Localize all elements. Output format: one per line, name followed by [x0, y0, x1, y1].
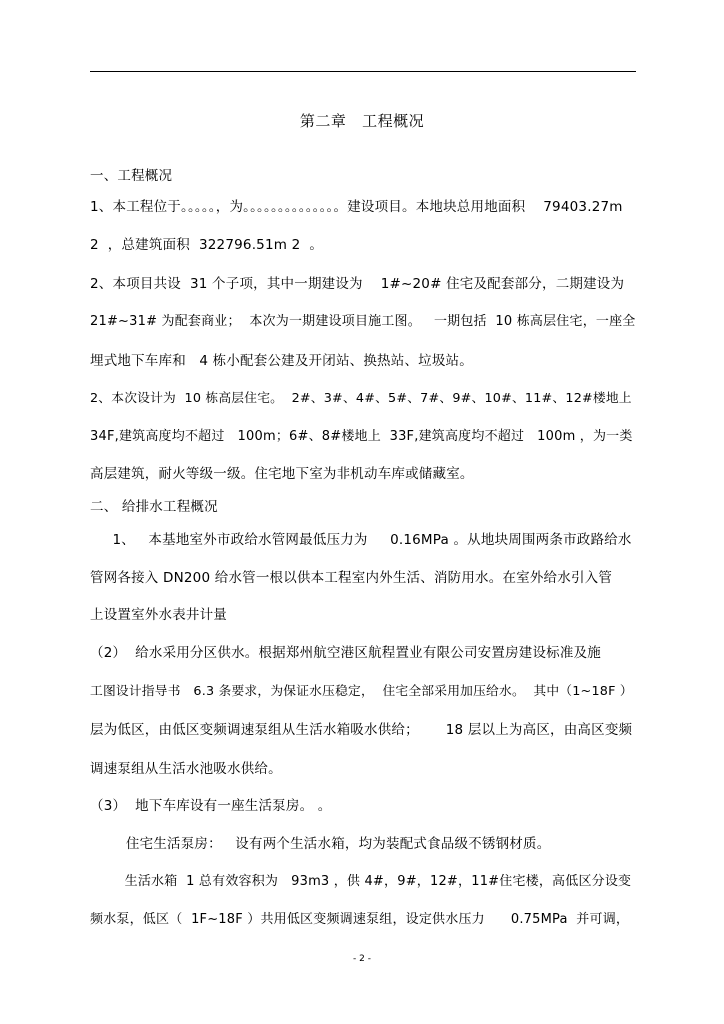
paragraph-line: 高层建筑，耐火等级一级。住宅地下室为非机动车库或储藏室。	[90, 466, 474, 482]
paragraph-line: 1、 本基地室外市政给水管网最低压力为 0.16MPa 。从地块周围两条市政路给水	[90, 532, 632, 548]
paragraph-line: （2） 给水采用分区供水。根据郑州航空港区航程置业有限公司安置房建设标准及施	[90, 645, 601, 661]
paragraph-line: 上设置室外水表井计量	[90, 607, 227, 623]
paragraph-line: 21#~31# 为配套商业； 本次为一期建设项目施工图。 一期包括 10 栋高层住宅，一座全	[90, 314, 636, 329]
paragraph-line: 34F,建筑高度均不超过 100m；6#、8#楼地上 33F,建筑高度均不超过 100m ，为一类	[90, 429, 633, 444]
paragraph-line: 生活水箱 1 总有效容积为 93m3 ，供 4#，9#，12#，11#住宅楼，高低区分设变	[90, 874, 632, 889]
header-rule	[90, 71, 636, 72]
paragraph-line: 1、本工程位于。。。。。，为。。。。。。。。。。。。。。建设项目。本地块总用地面积 79403.27m	[90, 199, 623, 215]
section-heading: 二、 给排水工程概况	[90, 499, 218, 515]
section-heading: 一、工程概况	[90, 168, 173, 184]
paragraph-line: （3） 地下车库设有一座生活泵房。 。	[90, 798, 332, 814]
paragraph-line: 埋式地下车库和 4 栋小配套公建及开闭站、换热站、垃圾站。	[90, 353, 473, 369]
paragraph-line: 2 ，总建筑面积 322796.51m 2 。	[90, 237, 324, 253]
paragraph-line: 调速泵组从生活水池吸水供给。	[90, 761, 282, 777]
paragraph-line: 2、本次设计为 10 栋高层住宅。 2#、3#、4#、5#、7#、9#、10#、11#、12#楼地上	[90, 391, 632, 406]
paragraph-line: 工图设计指导书 6.3 条要求，为保证水压稳定， 住宅全部采用加压给水。 其中（1~18F ）	[90, 684, 633, 699]
paragraph-line: 管网各接入 DN200 给水管一根以供本工程室内外生活、消防用水。在室外给水引入管	[90, 570, 613, 586]
paragraph-line: 层为低区，由低区变频调速泵组从生活水箱吸水供给； 18 层以上为高区，由高区变频	[90, 722, 633, 738]
paragraph-line: 频水泵，低区（ 1F~18F ）共用低区变频调速泵组，设定供水压力 0.75MPa 并可调，	[90, 912, 630, 927]
paragraph-line: 2、本项目共设 31 个子项，其中一期建设为 1#~20# 住宅及配套部分，二期建设为	[90, 276, 625, 292]
chapter-title: 第二章 工程概况	[299, 112, 425, 130]
paragraph-line: 住宅生活泵房： 设有两个生活水箱，均为装配式食品级不锈钢材质。	[90, 836, 551, 852]
page-number: - 2 -	[353, 954, 371, 964]
